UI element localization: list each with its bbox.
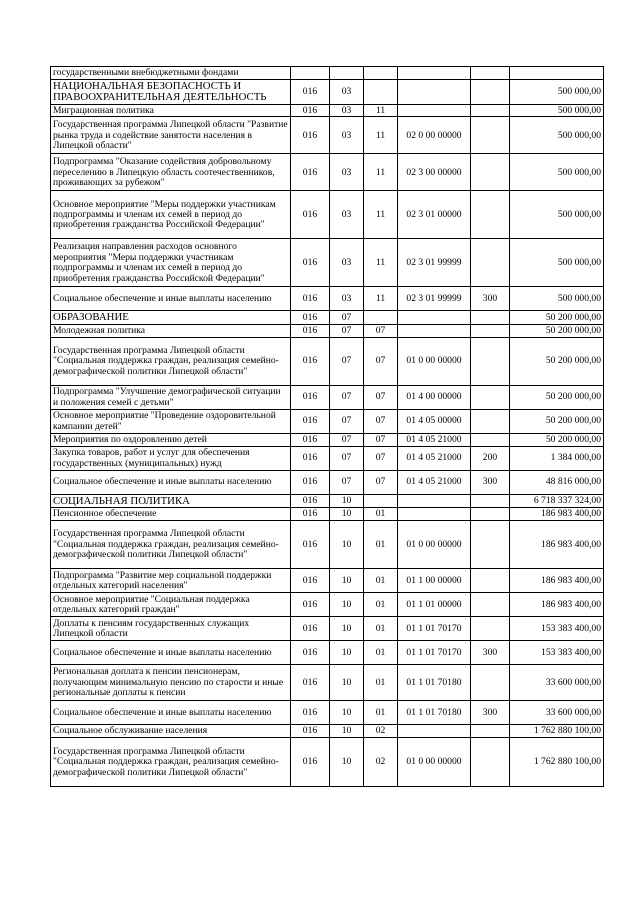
row-name-cell: Мероприятия по оздоровлению детей xyxy=(51,433,291,446)
row-section-code-cell: 07 xyxy=(330,324,364,337)
row-target-item-code-cell: 02 3 01 99999 xyxy=(398,287,471,311)
row-name-cell: Региональная доплата к пенсии пенсионерам, получающим минимальную пенсию по старости и иные региональные доплаты к пенсии xyxy=(51,665,291,701)
row-amount-cell: 50 200 000,00 xyxy=(510,385,604,409)
table-row xyxy=(51,494,604,507)
row-target-item-code-cell xyxy=(398,311,471,324)
row-name-cell: Социальное обслуживание населения xyxy=(51,725,291,738)
table-row xyxy=(51,738,604,787)
row-target-item-code-cell xyxy=(398,324,471,337)
row-section-code-cell: 10 xyxy=(330,569,364,593)
table-row xyxy=(51,67,604,80)
row-expense-type-cell xyxy=(471,665,510,701)
row-name-cell: Пенсионное обеспечение xyxy=(51,508,291,521)
row-amount-cell: 500 000,00 xyxy=(510,191,604,239)
row-ministry-code-cell: 016 xyxy=(291,239,330,287)
row-section-code-cell: 10 xyxy=(330,494,364,507)
row-section-code-cell: 07 xyxy=(330,470,364,494)
row-amount-cell: 50 200 000,00 xyxy=(510,324,604,337)
row-expense-type-cell xyxy=(471,385,510,409)
row-ministry-code-cell: 016 xyxy=(291,569,330,593)
row-section-code-cell: 10 xyxy=(330,508,364,521)
table-row xyxy=(51,617,604,641)
row-ministry-code-cell: 016 xyxy=(291,521,330,569)
table-row xyxy=(51,665,604,701)
row-ministry-code-cell: 016 xyxy=(291,117,330,154)
row-ministry-code-cell: 016 xyxy=(291,104,330,116)
row-expense-type-cell: 200 xyxy=(471,446,510,470)
row-expense-type-cell xyxy=(471,67,510,80)
row-subsection-code-cell: 01 xyxy=(364,617,398,641)
row-amount-cell: 186 983 400,00 xyxy=(510,569,604,593)
row-section-code-cell: 07 xyxy=(330,433,364,446)
row-ministry-code-cell: 016 xyxy=(291,641,330,665)
table-row xyxy=(51,593,604,617)
table-row xyxy=(51,701,604,725)
row-amount-cell: 33 600 000,00 xyxy=(510,665,604,701)
row-amount-cell: 153 383 400,00 xyxy=(510,617,604,641)
row-subsection-code-cell: 01 xyxy=(364,665,398,701)
row-amount-cell: 500 000,00 xyxy=(510,287,604,311)
row-ministry-code-cell: 016 xyxy=(291,385,330,409)
row-expense-type-cell xyxy=(471,337,510,385)
row-target-item-code-cell: 01 4 00 00000 xyxy=(398,385,471,409)
row-expense-type-cell xyxy=(471,521,510,569)
row-ministry-code-cell: 016 xyxy=(291,409,330,433)
row-ministry-code-cell xyxy=(291,67,330,80)
row-expense-type-cell xyxy=(471,508,510,521)
row-target-item-code-cell: 01 1 01 70170 xyxy=(398,617,471,641)
table-row xyxy=(51,569,604,593)
table-row xyxy=(51,324,604,337)
row-subsection-code-cell: 02 xyxy=(364,725,398,738)
row-section-code-cell: 03 xyxy=(330,191,364,239)
row-target-item-code-cell: 01 1 01 70180 xyxy=(398,701,471,725)
row-ministry-code-cell: 016 xyxy=(291,665,330,701)
row-expense-type-cell xyxy=(471,239,510,287)
row-ministry-code-cell: 016 xyxy=(291,191,330,239)
row-section-code-cell: 10 xyxy=(330,738,364,787)
row-section-code-cell: 03 xyxy=(330,287,364,311)
row-section-code-cell: 10 xyxy=(330,665,364,701)
row-subsection-code-cell: 01 xyxy=(364,508,398,521)
row-name-cell: Основное мероприятие "Проведение оздоровительной кампании детей" xyxy=(51,409,291,433)
row-subsection-code-cell: 07 xyxy=(364,337,398,385)
row-subsection-code-cell: 01 xyxy=(364,701,398,725)
row-subsection-code-cell: 07 xyxy=(364,409,398,433)
table-row xyxy=(51,154,604,191)
row-ministry-code-cell: 016 xyxy=(291,470,330,494)
row-amount-cell: 1 762 880 100,00 xyxy=(510,738,604,787)
row-ministry-code-cell: 016 xyxy=(291,701,330,725)
budget-table-body xyxy=(51,67,604,787)
row-section-code-cell: 07 xyxy=(330,385,364,409)
row-target-item-code-cell: 01 4 05 21000 xyxy=(398,446,471,470)
row-name-cell: Подпрограмма "Улучшение демографической ситуации и положения семей с детьми" xyxy=(51,385,291,409)
row-name-cell: Социальное обеспечение и иные выплаты населению xyxy=(51,641,291,665)
row-name-cell: Государственная программа Липецкой области "Социальная поддержка граждан, реализация семейно-демографической политики Липецкой области" xyxy=(51,738,291,787)
row-ministry-code-cell: 016 xyxy=(291,433,330,446)
row-amount-cell: 50 200 000,00 xyxy=(510,433,604,446)
row-ministry-code-cell: 016 xyxy=(291,324,330,337)
row-name-cell: Государственная программа Липецкой области "Развитие рынка труда и содействие занятости населения в Липецкой области" xyxy=(51,117,291,154)
row-expense-type-cell xyxy=(471,433,510,446)
row-name-cell: Молодежная политика xyxy=(51,324,291,337)
row-name-cell: Доплаты к пенсиям государственных служащих Липецкой области xyxy=(51,617,291,641)
row-subsection-code-cell: 07 xyxy=(364,385,398,409)
row-ministry-code-cell: 016 xyxy=(291,446,330,470)
row-target-item-code-cell: 01 0 00 00000 xyxy=(398,521,471,569)
row-section-code-cell: 10 xyxy=(330,521,364,569)
row-expense-type-cell xyxy=(471,569,510,593)
row-expense-type-cell: 300 xyxy=(471,287,510,311)
row-section-code-cell: 10 xyxy=(330,725,364,738)
row-target-item-code-cell xyxy=(398,494,471,507)
row-amount-cell: 50 200 000,00 xyxy=(510,409,604,433)
row-section-code-cell: 07 xyxy=(330,311,364,324)
row-subsection-code-cell: 11 xyxy=(364,191,398,239)
row-subsection-code-cell: 01 xyxy=(364,521,398,569)
row-subsection-code-cell: 11 xyxy=(364,154,398,191)
row-section-code-cell: 07 xyxy=(330,337,364,385)
table-row xyxy=(51,311,604,324)
row-subsection-code-cell xyxy=(364,311,398,324)
row-amount-cell: 50 200 000,00 xyxy=(510,337,604,385)
table-row xyxy=(51,104,604,116)
row-name-cell: СОЦИАЛЬНАЯ ПОЛИТИКА xyxy=(51,494,291,507)
row-section-code-cell: 03 xyxy=(330,80,364,105)
row-name-cell: государственными внебюджетными фондами xyxy=(51,67,291,80)
row-amount-cell: 186 983 400,00 xyxy=(510,593,604,617)
row-target-item-code-cell: 01 4 05 00000 xyxy=(398,409,471,433)
table-row xyxy=(51,470,604,494)
row-ministry-code-cell: 016 xyxy=(291,593,330,617)
row-expense-type-cell xyxy=(471,311,510,324)
row-amount-cell: 500 000,00 xyxy=(510,239,604,287)
table-row xyxy=(51,385,604,409)
row-subsection-code-cell: 11 xyxy=(364,117,398,154)
table-row xyxy=(51,725,604,738)
row-target-item-code-cell: 01 1 01 00000 xyxy=(398,593,471,617)
row-target-item-code-cell: 02 3 00 00000 xyxy=(398,154,471,191)
row-subsection-code-cell xyxy=(364,80,398,105)
row-name-cell: Социальное обеспечение и иные выплаты населению xyxy=(51,701,291,725)
row-section-code-cell: 10 xyxy=(330,593,364,617)
row-expense-type-cell xyxy=(471,409,510,433)
row-ministry-code-cell: 016 xyxy=(291,311,330,324)
row-name-cell: ОБРАЗОВАНИЕ xyxy=(51,311,291,324)
row-target-item-code-cell: 01 1 00 00000 xyxy=(398,569,471,593)
row-expense-type-cell: 300 xyxy=(471,470,510,494)
row-subsection-code-cell: 11 xyxy=(364,104,398,116)
row-section-code-cell: 10 xyxy=(330,701,364,725)
row-name-cell: Закупка товаров, работ и услуг для обеспечения государственных (муниципальных) нужд xyxy=(51,446,291,470)
row-ministry-code-cell: 016 xyxy=(291,508,330,521)
row-target-item-code-cell: 01 0 00 00000 xyxy=(398,337,471,385)
table-row xyxy=(51,641,604,665)
row-amount-cell: 153 383 400,00 xyxy=(510,641,604,665)
row-section-code-cell: 10 xyxy=(330,617,364,641)
row-name-cell: Государственная программа Липецкой области "Социальная поддержка граждан, реализация семейно-демографической политики Липецкой области" xyxy=(51,521,291,569)
row-name-cell: Подпрограмма "Оказание содействия добровольному переселению в Липецкую область соотечественников, проживающих за рубежом" xyxy=(51,154,291,191)
row-ministry-code-cell: 016 xyxy=(291,738,330,787)
row-expense-type-cell: 300 xyxy=(471,641,510,665)
row-expense-type-cell xyxy=(471,593,510,617)
table-row xyxy=(51,117,604,154)
table-row xyxy=(51,191,604,239)
row-expense-type-cell xyxy=(471,104,510,116)
row-amount-cell: 500 000,00 xyxy=(510,104,604,116)
row-section-code-cell: 03 xyxy=(330,239,364,287)
row-target-item-code-cell xyxy=(398,104,471,116)
row-ministry-code-cell: 016 xyxy=(291,80,330,105)
row-amount-cell: 186 983 400,00 xyxy=(510,521,604,569)
row-subsection-code-cell: 01 xyxy=(364,641,398,665)
row-expense-type-cell xyxy=(471,80,510,105)
row-amount-cell: 48 816 000,00 xyxy=(510,470,604,494)
row-expense-type-cell xyxy=(471,117,510,154)
row-subsection-code-cell: 11 xyxy=(364,287,398,311)
row-expense-type-cell xyxy=(471,617,510,641)
row-target-item-code-cell: 01 1 01 70170 xyxy=(398,641,471,665)
row-section-code-cell: 03 xyxy=(330,154,364,191)
row-ministry-code-cell: 016 xyxy=(291,725,330,738)
row-target-item-code-cell: 02 3 01 99999 xyxy=(398,239,471,287)
row-target-item-code-cell: 01 1 01 70180 xyxy=(398,665,471,701)
table-row xyxy=(51,287,604,311)
row-subsection-code-cell: 01 xyxy=(364,569,398,593)
table-row xyxy=(51,337,604,385)
row-ministry-code-cell: 016 xyxy=(291,154,330,191)
row-subsection-code-cell: 01 xyxy=(364,593,398,617)
row-name-cell: Социальное обеспечение и иные выплаты населению xyxy=(51,470,291,494)
budget-table xyxy=(50,66,604,787)
table-row xyxy=(51,239,604,287)
row-subsection-code-cell: 02 xyxy=(364,738,398,787)
row-name-cell: Подпрограмма "Развитие мер социальной поддержки отдельных категорий населения" xyxy=(51,569,291,593)
row-name-cell: Государственная программа Липецкой области "Социальная поддержка граждан, реализация семейно-демографической политики Липецкой области" xyxy=(51,337,291,385)
table-row xyxy=(51,80,604,105)
row-amount-cell: 500 000,00 xyxy=(510,80,604,105)
row-section-code-cell: 07 xyxy=(330,409,364,433)
row-target-item-code-cell: 02 0 00 00000 xyxy=(398,117,471,154)
table-row xyxy=(51,521,604,569)
row-name-cell: Основное мероприятие "Меры поддержки участникам подпрограммы и членам их семей в период до приобретения гражданства Российской Федерации" xyxy=(51,191,291,239)
row-target-item-code-cell: 01 4 05 21000 xyxy=(398,433,471,446)
row-expense-type-cell xyxy=(471,725,510,738)
row-amount-cell: 500 000,00 xyxy=(510,154,604,191)
row-ministry-code-cell: 016 xyxy=(291,287,330,311)
row-expense-type-cell xyxy=(471,324,510,337)
row-section-code-cell: 07 xyxy=(330,446,364,470)
row-amount-cell: 500 000,00 xyxy=(510,117,604,154)
row-expense-type-cell xyxy=(471,154,510,191)
row-target-item-code-cell xyxy=(398,67,471,80)
row-amount-cell: 6 718 337 324,00 xyxy=(510,494,604,507)
row-target-item-code-cell xyxy=(398,508,471,521)
row-expense-type-cell xyxy=(471,494,510,507)
table-row xyxy=(51,508,604,521)
row-ministry-code-cell: 016 xyxy=(291,617,330,641)
row-section-code-cell: 10 xyxy=(330,641,364,665)
row-name-cell: Социальное обеспечение и иные выплаты населению xyxy=(51,287,291,311)
row-expense-type-cell xyxy=(471,738,510,787)
row-subsection-code-cell: 11 xyxy=(364,239,398,287)
row-subsection-code-cell xyxy=(364,494,398,507)
row-subsection-code-cell: 07 xyxy=(364,433,398,446)
row-subsection-code-cell: 07 xyxy=(364,470,398,494)
row-amount-cell: 50 200 000,00 xyxy=(510,311,604,324)
row-amount-cell xyxy=(510,67,604,80)
row-amount-cell: 33 600 000,00 xyxy=(510,701,604,725)
row-section-code-cell: 03 xyxy=(330,104,364,116)
row-target-item-code-cell: 01 0 00 00000 xyxy=(398,738,471,787)
row-amount-cell: 186 983 400,00 xyxy=(510,508,604,521)
table-row xyxy=(51,409,604,433)
row-target-item-code-cell: 01 4 05 21000 xyxy=(398,470,471,494)
row-target-item-code-cell xyxy=(398,80,471,105)
row-target-item-code-cell xyxy=(398,725,471,738)
row-section-code-cell: 03 xyxy=(330,117,364,154)
table-row xyxy=(51,446,604,470)
row-name-cell: Основное мероприятие "Социальная поддержка отдельных категорий граждан" xyxy=(51,593,291,617)
row-amount-cell: 1 384 000,00 xyxy=(510,446,604,470)
row-ministry-code-cell: 016 xyxy=(291,337,330,385)
row-target-item-code-cell: 02 3 01 00000 xyxy=(398,191,471,239)
row-name-cell: НАЦИОНАЛЬНАЯ БЕЗОПАСНОСТЬ И ПРАВООХРАНИТЕЛЬНАЯ ДЕЯТЕЛЬНОСТЬ xyxy=(51,80,291,105)
row-section-code-cell xyxy=(330,67,364,80)
row-subsection-code-cell: 07 xyxy=(364,324,398,337)
row-expense-type-cell: 300 xyxy=(471,701,510,725)
table-row xyxy=(51,433,604,446)
row-subsection-code-cell: 07 xyxy=(364,446,398,470)
row-ministry-code-cell: 016 xyxy=(291,494,330,507)
row-name-cell: Миграционная политика xyxy=(51,104,291,116)
row-subsection-code-cell xyxy=(364,67,398,80)
row-amount-cell: 1 762 880 100,00 xyxy=(510,725,604,738)
row-name-cell: Реализация направления расходов основного мероприятия "Меры поддержки участникам подпрограммы и членам их семей в период до приобретения гражданства Российской Федерации" xyxy=(51,239,291,287)
row-expense-type-cell xyxy=(471,191,510,239)
